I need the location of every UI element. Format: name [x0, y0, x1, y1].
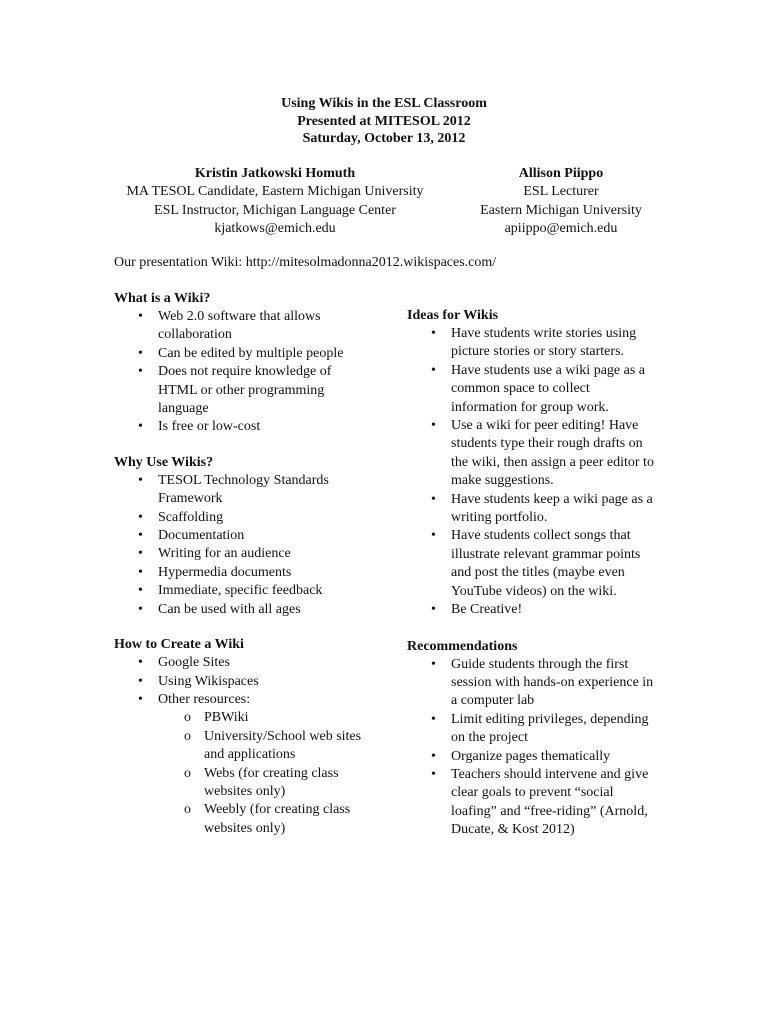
list-item: • Teachers should intervene and give clear goals to prevent “social loafing” and “free-riding” (Arnold, Ducate, & Kost 2012) [407, 766, 657, 840]
author-affiliation: MA TESOL Candidate, Eastern Michigan University [126, 184, 424, 200]
list-item: • Scaffolding [114, 509, 374, 527]
list-item: • Limit editing privileges, depending on the project [407, 711, 657, 748]
author-name: Kristin Jatkowski Homuth [194, 166, 356, 181]
list-item: • Guide students through the first session with hands-on experience in a computer lab [407, 656, 657, 711]
list-item: • Web 2.0 software that allows collaboration [114, 308, 374, 345]
presentation-wiki-line: Our presentation Wiki: http://mitesolmadonna2012.wikispaces.com/ [114, 255, 497, 270]
sub-list-item: o University/School web sites and applications [114, 728, 374, 765]
why-list [114, 472, 374, 619]
list-item: • Immediate, specific feedback [114, 582, 374, 600]
author-email: kjatkows@emich.edu [214, 220, 336, 236]
right-column [407, 307, 657, 840]
list-item: • Have students use a wiki page as a common space to collect information for group work. [407, 362, 657, 417]
sub-list-item: o Webs (for creating class websites only) [114, 765, 374, 802]
section-heading-what: What is a Wiki? [114, 291, 211, 306]
list-item: • Have students collect songs that illustrate relevant grammar points and post the titles (maybe even YouTube videos) on the wiki. [407, 527, 657, 601]
list-item: • Hypermedia documents [114, 564, 374, 582]
list-item: • Using Wikispaces [114, 673, 374, 691]
list-item: • Google Sites [114, 654, 374, 672]
recommendations-list [407, 656, 657, 840]
sub-list-item: o Weebly (for creating class websites only) [114, 801, 374, 838]
list-item: • Writing for an audience [114, 545, 374, 563]
left-column [114, 290, 374, 838]
author-email: apiippo@emich.edu [504, 220, 618, 236]
list-item: • Have students keep a wiki page as a writing portfolio. [407, 491, 657, 528]
list-item: • Use a wiki for peer editing! Have students type their rough drafts on the wiki, then assign a peer editor to make suggestions. [407, 417, 657, 491]
list-item: • Can be used with all ages [114, 601, 374, 619]
author-position: ESL Lecturer [523, 184, 599, 200]
list-item: • Does not require knowledge of HTML or other programming language [114, 363, 374, 418]
list-item: • TESOL Technology Standards Framework [114, 472, 374, 509]
list-item: • Can be edited by multiple people [114, 345, 374, 363]
sub-list-item: o PBWiki [114, 709, 374, 727]
document-header [0, 95, 768, 148]
section-heading-how: How to Create a Wiki [114, 637, 244, 653]
list-item: • Documentation [114, 527, 374, 545]
resources-sublist [114, 709, 374, 838]
document-title: Using Wikis in the ESL Classroom [281, 96, 487, 111]
list-item: • Other resources: [114, 691, 374, 709]
author-block-right [472, 165, 650, 238]
document-date: Saturday, October 13, 2012 [302, 131, 466, 146]
list-item: • Is free or low-cost [114, 418, 374, 436]
ideas-list [407, 325, 657, 620]
what-list [114, 308, 374, 437]
section-heading-why: Why Use Wikis? [114, 454, 214, 470]
author-position: ESL Instructor, Michigan Language Center [154, 202, 396, 218]
list-item: • Organize pages thematically [407, 748, 657, 766]
section-heading-ideas: Ideas for Wikis [407, 308, 499, 323]
section-heading-recommendations: Recommendations [407, 638, 518, 654]
author-name: Allison Piippo [518, 166, 604, 181]
list-item: • Be Creative! [407, 601, 657, 619]
how-list [114, 654, 374, 709]
document-subtitle: Presented at MITESOL 2012 [297, 113, 471, 129]
list-item: • Have students write stories using picture stories or story starters. [407, 325, 657, 362]
author-block-left [114, 165, 436, 238]
author-affiliation: Eastern Michigan University [480, 202, 642, 218]
